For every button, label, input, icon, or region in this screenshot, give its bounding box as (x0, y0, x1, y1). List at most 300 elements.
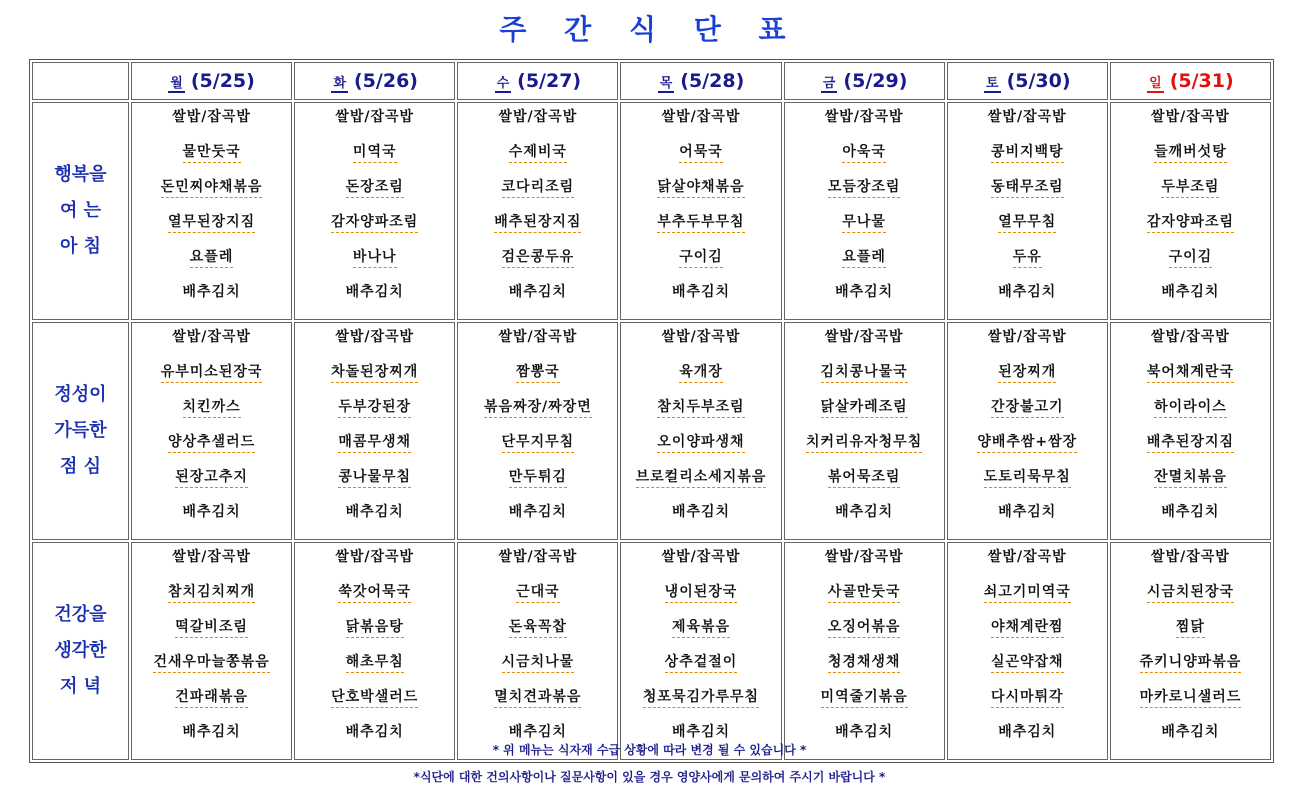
menu-item (948, 214, 1107, 249)
menu-item (948, 284, 1107, 319)
menu-item (295, 329, 454, 364)
menu-item (295, 549, 454, 584)
menu-cell (457, 322, 618, 540)
menu-item-text: 배추된장지짐 (494, 214, 581, 233)
menu-item (1111, 654, 1270, 689)
menu-cell (294, 542, 455, 760)
menu-item-text: 치커리유자청무침 (806, 434, 922, 453)
menu-item (458, 654, 617, 689)
menu-item (1111, 619, 1270, 654)
menu-item (621, 619, 780, 654)
menu-item (785, 549, 944, 584)
menu-item-text: 구이김 (1169, 249, 1213, 268)
page-title: 주 간 식 단 표 (499, 13, 800, 46)
menu-item (621, 364, 780, 399)
meal-row (32, 322, 1271, 540)
menu-item-text: 배추된장지짐 (1147, 434, 1234, 453)
menu-item (621, 329, 780, 364)
menu-item-text: 쌀밥/잡곡밥 (824, 109, 904, 125)
menu-item-text: 배추김치 (508, 724, 567, 740)
menu-item-text: 시금치된장국 (1147, 584, 1234, 603)
menu-item-text: 배추김치 (1161, 284, 1220, 300)
menu-item-text: 배추김치 (182, 504, 241, 520)
menu-cell (131, 542, 292, 760)
menu-item-text: 참치김치찌개 (168, 584, 255, 603)
menu-cell (620, 322, 781, 540)
menu-item-text: 브로컬리소세지볶음 (636, 469, 767, 488)
menu-item-text: 두부조림 (1161, 179, 1219, 198)
menu-item-text: 육개장 (679, 364, 723, 383)
meal-row (32, 542, 1271, 760)
menu-item (458, 249, 617, 284)
menu-item (132, 179, 291, 214)
meal-label-line: 가득한 (54, 420, 107, 441)
menu-list (785, 323, 944, 539)
day-date: (5/25) (190, 69, 255, 92)
menu-item-text: 쌀밥/잡곡밥 (1151, 549, 1230, 565)
menu-item-text: 멸치견과볶음 (494, 689, 581, 708)
menu-item-text: 모듬장조림 (828, 179, 901, 198)
menu-item-text: 배추김치 (345, 724, 404, 740)
menu-item (132, 109, 291, 144)
menu-item (785, 364, 944, 399)
menu-item-text: 검은콩두유 (502, 249, 575, 268)
menu-item (785, 619, 944, 654)
menu-item (295, 689, 454, 724)
menu-list (295, 543, 454, 759)
menu-cell (947, 542, 1108, 760)
menu-item-text: 건새우마늘쫑볶음 (153, 654, 269, 673)
menu-item (295, 584, 454, 619)
menu-item (295, 144, 454, 179)
menu-item-text: 두부강된장 (338, 399, 411, 418)
menu-item (621, 434, 780, 469)
menu-item-text: 배추김치 (345, 284, 404, 300)
menu-item-text: 쌀밥/잡곡밥 (335, 549, 415, 565)
menu-cell (947, 102, 1108, 320)
menu-item-text: 떡갈비조림 (175, 619, 248, 638)
menu-item (948, 364, 1107, 399)
menu-list (1111, 543, 1270, 759)
weekday-icon: 수 (495, 72, 512, 93)
day-date: (5/29) (843, 69, 908, 92)
menu-item (458, 504, 617, 539)
menu-item-text: 요플레 (190, 249, 234, 268)
menu-item (948, 469, 1107, 504)
day-header-5 (947, 62, 1108, 100)
menu-item (1111, 689, 1270, 724)
menu-item (295, 469, 454, 504)
menu-list (948, 323, 1107, 539)
menu-list (621, 103, 780, 319)
menu-item-text: 야채계란찜 (991, 619, 1064, 638)
day-date: (5/27) (517, 69, 582, 92)
menu-item-text: 감자양파조림 (331, 214, 418, 233)
menu-item-text: 마카로니샐러드 (1140, 689, 1242, 708)
menu-item (785, 399, 944, 434)
menu-item (621, 654, 780, 689)
menu-item-text: 쌀밥/잡곡밥 (661, 329, 741, 345)
menu-cell (1110, 102, 1271, 320)
day-date: (5/28) (680, 69, 745, 92)
menu-item (621, 549, 780, 584)
menu-item-text: 된장고추지 (175, 469, 248, 488)
menu-item (948, 179, 1107, 214)
menu-item-text: 배추김치 (835, 724, 894, 740)
meal-label (32, 322, 129, 540)
menu-item-text: 볶음짜장/짜장면 (484, 399, 592, 418)
menu-item-text: 북어채계란국 (1147, 364, 1234, 383)
day-header-2 (457, 62, 618, 100)
menu-item-text: 쌀밥/잡곡밥 (172, 329, 251, 345)
menu-item (948, 654, 1107, 689)
menu-item-text: 간장불고기 (991, 399, 1064, 418)
weekly-menu-table (29, 59, 1274, 763)
menu-item-text: 배추김치 (508, 504, 567, 520)
menu-item (621, 109, 780, 144)
day-header-0 (131, 62, 292, 100)
menu-item (295, 504, 454, 539)
menu-item (621, 144, 780, 179)
menu-item (295, 109, 454, 144)
meal-row (32, 102, 1271, 320)
menu-item-text: 해초무침 (346, 654, 404, 673)
menu-item-text: 배추김치 (998, 504, 1057, 520)
menu-item (785, 144, 944, 179)
menu-item (785, 434, 944, 469)
menu-item (458, 364, 617, 399)
menu-item-text: 콩나물무침 (338, 469, 411, 488)
menu-item (1111, 144, 1270, 179)
menu-item-text: 오이양파생채 (657, 434, 744, 453)
menu-list (1111, 103, 1270, 319)
menu-item-text: 닭볶음탕 (346, 619, 404, 638)
menu-item (621, 284, 780, 319)
menu-item-text: 짬뽕국 (516, 364, 560, 383)
menu-item (785, 654, 944, 689)
menu-item (132, 434, 291, 469)
menu-item (948, 434, 1107, 469)
menu-item-text: 배추김치 (998, 284, 1057, 300)
menu-item-text: 상추겉절이 (665, 654, 738, 673)
menu-item-text: 쌀밥/잡곡밥 (987, 549, 1067, 565)
menu-cell (294, 322, 455, 540)
menu-item-text: 미역줄기볶음 (821, 689, 908, 708)
menu-item-text: 오징어볶음 (828, 619, 901, 638)
menu-cell (784, 542, 945, 760)
menu-item-text: 참치두부조림 (657, 399, 744, 418)
menu-item-text: 감자양파조림 (1147, 214, 1234, 233)
menu-list (621, 543, 780, 759)
menu-item-text: 쌀밥/잡곡밥 (498, 549, 578, 565)
menu-item-text: 사골만둣국 (828, 584, 901, 603)
menu-item (785, 214, 944, 249)
menu-item (1111, 249, 1270, 284)
meal-label-line: 행복을 (54, 164, 107, 185)
menu-item-text: 코다리조림 (502, 179, 575, 198)
menu-item-text: 배추김치 (345, 504, 404, 520)
menu-item-text: 바나나 (353, 249, 397, 268)
menu-item-text: 동태무조림 (991, 179, 1064, 198)
menu-item (295, 434, 454, 469)
menu-item-text: 돈육꼭찹 (509, 619, 567, 638)
menu-item (458, 329, 617, 364)
menu-item (948, 249, 1107, 284)
menu-item (132, 249, 291, 284)
menu-item-text: 돈민찌야채볶음 (161, 179, 263, 198)
weekday-icon: 일 (1147, 72, 1164, 93)
menu-item (621, 249, 780, 284)
menu-item-text: 양상추샐러드 (168, 434, 255, 453)
meal-label-line: 아 침 (59, 236, 102, 257)
menu-item-text: 쌀밥/잡곡밥 (987, 109, 1067, 125)
menu-item-text: 닭살야채볶음 (657, 179, 744, 198)
menu-cell (947, 322, 1108, 540)
menu-item-text: 쌀밥/잡곡밥 (1151, 109, 1230, 125)
menu-item (948, 619, 1107, 654)
menu-item (621, 214, 780, 249)
menu-item (458, 214, 617, 249)
day-header-1 (294, 62, 455, 100)
menu-item-text: 무나물 (842, 214, 886, 233)
menu-item-text: 배추김치 (671, 284, 731, 300)
menu-item-text: 배추김치 (1161, 724, 1220, 740)
menu-item-text: 차돌된장찌개 (331, 364, 418, 383)
menu-cell (1110, 542, 1271, 760)
menu-item-text: 시금치나물 (502, 654, 575, 673)
menu-list (132, 323, 291, 539)
menu-item-text: 쌀밥/잡곡밥 (661, 109, 741, 125)
menu-item (785, 249, 944, 284)
menu-cell (784, 322, 945, 540)
menu-item-text: 건파래볶음 (175, 689, 248, 708)
menu-item-text: 다시마튀각 (991, 689, 1064, 708)
menu-item (458, 469, 617, 504)
menu-cell (620, 542, 781, 760)
menu-item-text: 요플레 (842, 249, 886, 268)
meal-label-line: 정성이 (54, 384, 107, 405)
menu-item (132, 469, 291, 504)
menu-item (948, 549, 1107, 584)
menu-list (785, 543, 944, 759)
menu-item (295, 249, 454, 284)
menu-item-text: 미역국 (353, 144, 397, 163)
menu-item-text: 볶어묵조림 (828, 469, 901, 488)
menu-item (621, 689, 780, 724)
menu-item-text: 제육볶음 (672, 619, 730, 638)
menu-item (295, 179, 454, 214)
weekday-icon: 월 (168, 72, 185, 93)
menu-item (132, 619, 291, 654)
menu-item-text: 쌀밥/잡곡밥 (335, 329, 415, 345)
meal-label (32, 542, 129, 760)
menu-item-text: 두유 (1013, 249, 1042, 268)
menu-item-text: 김치콩나물국 (821, 364, 908, 383)
menu-cell (294, 102, 455, 320)
menu-item (132, 654, 291, 689)
menu-item (1111, 399, 1270, 434)
menu-item (295, 654, 454, 689)
menu-item (785, 469, 944, 504)
menu-item (1111, 434, 1270, 469)
menu-item-text: 들깨버섯탕 (1154, 144, 1227, 163)
menu-item-text: 배추김치 (835, 504, 894, 520)
menu-list (458, 103, 617, 319)
menu-item-text: 냉이된장국 (665, 584, 738, 603)
menu-item (948, 399, 1107, 434)
menu-item (132, 364, 291, 399)
menu-item (1111, 469, 1270, 504)
menu-item-text: 열무된장지짐 (168, 214, 255, 233)
menu-item-text: 만두튀김 (509, 469, 567, 488)
menu-item-text: 돈장조림 (346, 179, 404, 198)
menu-item (785, 179, 944, 214)
menu-item-text: 쌀밥/잡곡밥 (498, 109, 578, 125)
meal-label-line: 건강을 (54, 604, 107, 625)
menu-item (1111, 284, 1270, 319)
menu-cell (131, 102, 292, 320)
menu-item (621, 584, 780, 619)
menu-item-text: 쌀밥/잡곡밥 (824, 549, 904, 565)
menu-item-text: 도토리묵무침 (984, 469, 1071, 488)
menu-item (1111, 329, 1270, 364)
menu-item-text: 열무무침 (998, 214, 1056, 233)
menu-item (948, 329, 1107, 364)
menu-cell (457, 102, 618, 320)
menu-list (295, 323, 454, 539)
menu-item (458, 434, 617, 469)
menu-item-text: 근대국 (516, 584, 560, 603)
menu-list (132, 543, 291, 759)
menu-cell (784, 102, 945, 320)
menu-item (1111, 364, 1270, 399)
menu-item (785, 109, 944, 144)
menu-item (458, 549, 617, 584)
menu-item-text: 수제비국 (509, 144, 567, 163)
menu-item-text: 매콤무생채 (338, 434, 411, 453)
menu-list (948, 103, 1107, 319)
menu-item-text: 찜닭 (1176, 619, 1205, 638)
menu-item-text: 쌀밥/잡곡밥 (987, 329, 1067, 345)
menu-item (621, 504, 780, 539)
menu-item (295, 284, 454, 319)
menu-item (621, 399, 780, 434)
menu-list (458, 323, 617, 539)
menu-item (948, 584, 1107, 619)
menu-item (132, 284, 291, 319)
menu-item-text: 배추김치 (998, 724, 1057, 740)
menu-item-text: 잔멸치볶음 (1154, 469, 1227, 488)
menu-cell (457, 542, 618, 760)
menu-item (132, 689, 291, 724)
menu-item (948, 689, 1107, 724)
menu-item (948, 144, 1107, 179)
menu-item-text: 청포묵김가루무침 (643, 689, 759, 708)
weekday-icon: 금 (821, 72, 838, 93)
meal-label-line: 점 심 (59, 456, 102, 477)
menu-list (295, 103, 454, 319)
menu-item-text: 쌀밥/잡곡밥 (335, 109, 415, 125)
menu-item-text: 부추두부무침 (657, 214, 744, 233)
menu-item (458, 144, 617, 179)
menu-item (785, 504, 944, 539)
menu-item (1111, 179, 1270, 214)
meal-label-line: 여 는 (59, 200, 102, 221)
menu-list (948, 543, 1107, 759)
menu-item-text: 쑥갓어묵국 (338, 584, 411, 603)
menu-item-text: 배추김치 (508, 284, 567, 300)
notice-inquiry: *식단에 대한 건의사항이나 질문사항이 있을 경우 영양사에게 문의하여 주시기 바랍니다 * (413, 770, 886, 784)
menu-item-text: 물만둣국 (183, 144, 241, 163)
menu-item (785, 284, 944, 319)
menu-item (132, 329, 291, 364)
day-header-6 (1110, 62, 1271, 100)
menu-item-text: 배추김치 (182, 724, 241, 740)
menu-item (948, 504, 1107, 539)
day-header-3 (620, 62, 781, 100)
menu-item (132, 214, 291, 249)
menu-item-text: 아욱국 (842, 144, 886, 163)
menu-item (295, 399, 454, 434)
menu-item-text: 배추김치 (671, 724, 731, 740)
menu-item-text: 쌀밥/잡곡밥 (172, 109, 251, 125)
menu-item (458, 399, 617, 434)
menu-item (948, 109, 1107, 144)
corner-cell (32, 62, 129, 100)
menu-item-text: 양배추쌈+쌈장 (977, 434, 1077, 453)
menu-item (1111, 504, 1270, 539)
menu-item-text: 쇠고기미역국 (984, 584, 1071, 603)
menu-item-text: 된장찌개 (998, 364, 1056, 383)
menu-item (132, 144, 291, 179)
menu-item-text: 쌀밥/잡곡밥 (498, 329, 578, 345)
menu-item-text: 배추김치 (835, 284, 894, 300)
menu-item (458, 689, 617, 724)
menu-item (785, 689, 944, 724)
menu-item-text: 배추김치 (671, 504, 731, 520)
menu-list (458, 543, 617, 759)
menu-item (458, 619, 617, 654)
day-date: (5/26) (354, 69, 418, 92)
menu-item-text: 어묵국 (679, 144, 723, 163)
menu-item (295, 619, 454, 654)
menu-item-text: 치킨까스 (183, 399, 241, 418)
menu-item (295, 214, 454, 249)
weekday-icon: 목 (658, 72, 675, 93)
day-date: (5/30) (1006, 69, 1071, 92)
menu-list (785, 103, 944, 319)
menu-item (458, 109, 617, 144)
menu-item (295, 364, 454, 399)
menu-item (1111, 109, 1270, 144)
menu-item-text: 쌀밥/잡곡밥 (1151, 329, 1230, 345)
menu-item-text: 콩비지백탕 (991, 144, 1064, 163)
menu-item (1111, 549, 1270, 584)
menu-item (1111, 584, 1270, 619)
menu-list (132, 103, 291, 319)
menu-item (621, 179, 780, 214)
menu-item (132, 584, 291, 619)
menu-cell (131, 322, 292, 540)
day-header-4 (784, 62, 945, 100)
meal-label (32, 102, 129, 320)
menu-list (621, 323, 780, 539)
menu-item-text: 구이김 (679, 249, 723, 268)
menu-item-text: 쌀밥/잡곡밥 (661, 549, 741, 565)
menu-item-text: 실곤약잡채 (991, 654, 1064, 673)
menu-list (1111, 323, 1270, 539)
menu-item-text: 단무지무침 (502, 434, 575, 453)
